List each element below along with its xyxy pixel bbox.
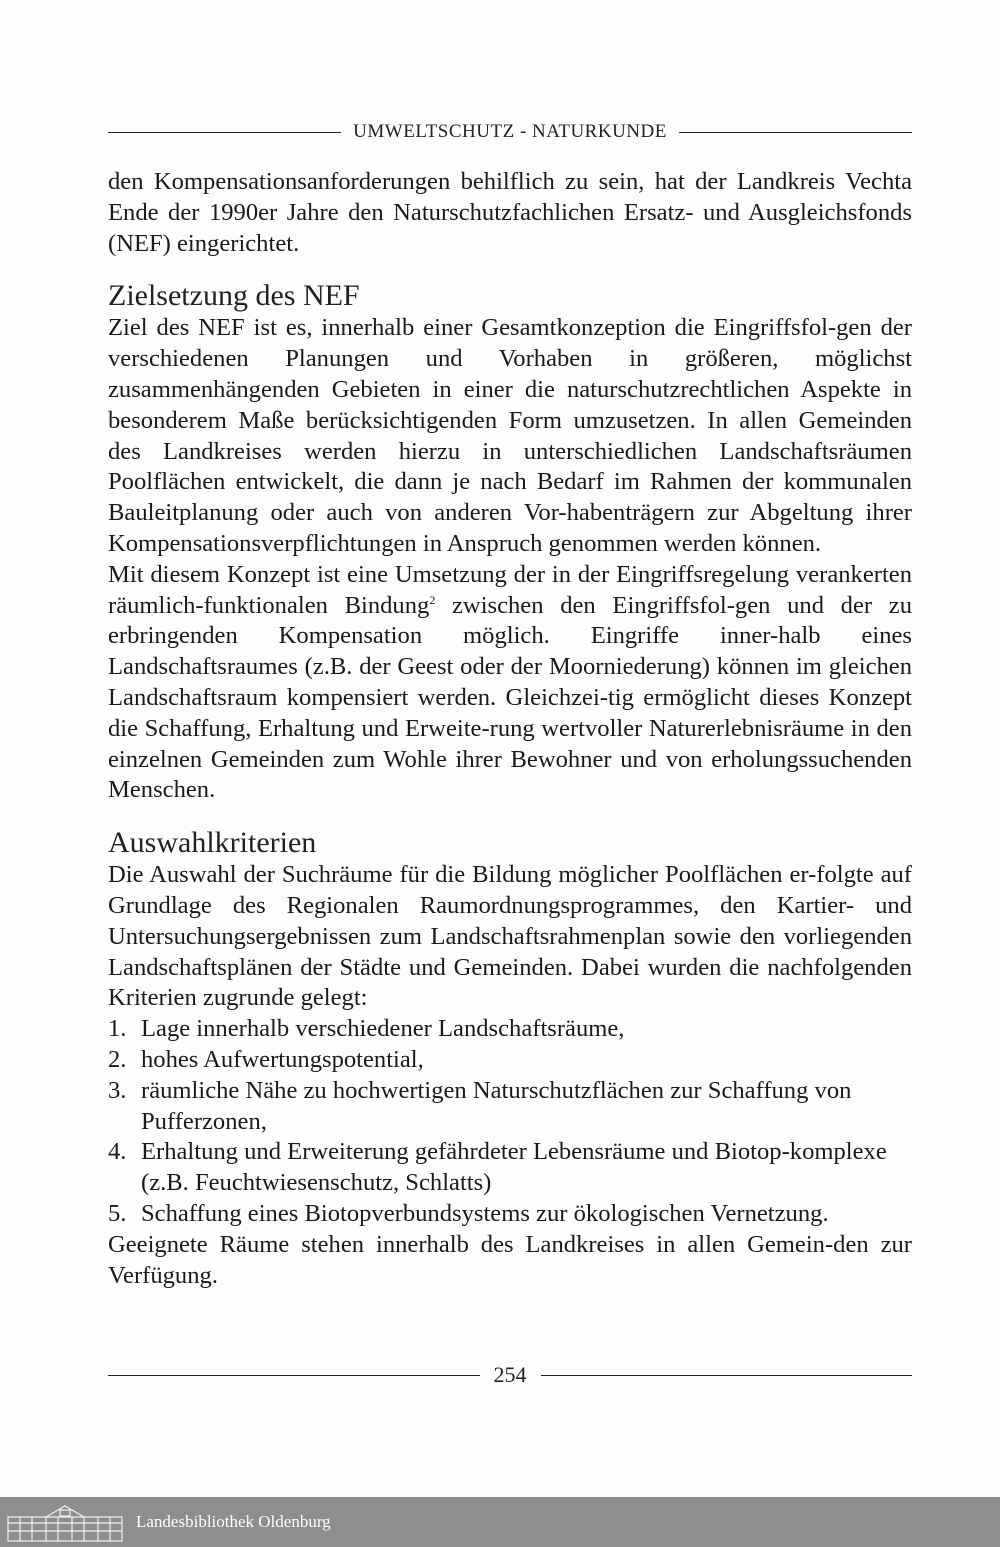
criteria-number: 2. bbox=[108, 1045, 127, 1073]
page-body bbox=[108, 167, 912, 1291]
criteria-number: 5. bbox=[108, 1199, 127, 1227]
criteria-number: 1. bbox=[108, 1015, 127, 1043]
library-banner bbox=[0, 1497, 1000, 1547]
footnote-marker: 2 bbox=[429, 592, 436, 607]
criteria-item bbox=[108, 1045, 912, 1076]
footer-rule-left bbox=[108, 1375, 480, 1376]
page-footer bbox=[108, 1360, 912, 1390]
page-number: 254 bbox=[493, 1362, 527, 1387]
paragraph-zielsetzung-2 bbox=[108, 560, 912, 806]
paragraph-auswahlkriterien-2: Geeignete Räume stehen innerhalb des Landkreises in allen Gemein-den zur Verfügung. bbox=[108, 1230, 912, 1289]
criteria-number: 3. bbox=[108, 1076, 127, 1104]
section-heading-zielsetzung: Zielsetzung des NEF bbox=[108, 279, 360, 313]
criteria-text: Schaffung eines Biotopverbundsystems zur ökologischen Vernetzung. bbox=[141, 1199, 829, 1227]
header-rule-right bbox=[679, 132, 912, 133]
criteria-text: Lage innerhalb verschiedener Landschaftsräume, bbox=[141, 1015, 625, 1043]
criteria-text: hohes Aufwertungspotential, bbox=[141, 1045, 424, 1073]
criteria-item bbox=[108, 1076, 912, 1138]
section-heading-auswahlkriterien: Auswahlkriterien bbox=[108, 826, 317, 860]
criteria-text: Erhaltung und Erweiterung gefährdeter Lebensräume und Biotop-komplexe (z.B. Feuchtwiesenschutz, Schlatts) bbox=[141, 1138, 887, 1197]
running-header bbox=[108, 120, 912, 144]
criteria-item bbox=[108, 1014, 912, 1045]
header-title: UMWELTSCHUTZ - NATURKUNDE bbox=[353, 121, 667, 142]
criteria-text: räumliche Nähe zu hochwertigen Naturschutzflächen zur Schaffung von Pufferzonen, bbox=[141, 1076, 852, 1135]
criteria-item bbox=[108, 1199, 912, 1230]
criteria-list bbox=[108, 1014, 912, 1230]
paragraph-text-part: Mit diesem Konzept ist eine Umsetzung der in der Eingriffsregelung verankerten räumlich-funktionalen Bindung bbox=[108, 560, 912, 619]
criteria-number: 4. bbox=[108, 1138, 127, 1166]
header-rule-left bbox=[108, 132, 341, 133]
intro-paragraph: den Kompensationsanforderungen behilflich zu sein, hat der Landkreis Vechta Ende der 1990er Jahre den Naturschutzfachlichen Ersatz- und Ausgleichsfonds (NEF) eingerichtet. bbox=[108, 168, 912, 257]
paragraph-text-part: zwischen den Eingriffsfol-gen und der zu erbringenden Kompensation möglich. Eingriffe inner-halb eines Landschaftsraumes (z.B. der Geest oder der Moorniederung) können im gleichen Landschaftsraum kompensiert werden. Gleichzei-tig ermöglicht dieses Konzept die Schaffung, Erhaltung und Erweite-rung wertvoller Naturerlebnisräume in den einzelnen Gemeinden zum Wohle ihrer Bewohner und von erholungssuchenden Menschen. bbox=[108, 591, 912, 804]
criteria-item bbox=[108, 1137, 912, 1199]
footer-rule-right bbox=[541, 1375, 913, 1376]
library-name: Landesbibliothek Oldenburg bbox=[136, 1512, 331, 1531]
library-building-icon bbox=[6, 1501, 124, 1543]
paragraph-auswahlkriterien-1: Die Auswahl der Suchräume für die Bildung möglicher Poolflächen er-folgte auf Grundlage des Regionalen Raumordnungsprogrammes, den Kartier- und Untersuchungsergebnissen zum Landschaftsrahmenplan sowie den vorliegenden Landschaftsplänen der Städte und Gemeinden. Dabei wurden die nachfolgenden Kriterien zugrunde gelegt: bbox=[108, 861, 912, 1012]
paragraph-zielsetzung-1: Ziel des NEF ist es, innerhalb einer Gesamtkonzeption die Eingriffsfol-gen der verschiedenen Planungen und Vorhaben in größeren, möglichst zusammenhängenden Gebieten in einer die naturschutzrechtlichen Aspekte in besonderem Maße berücksichtigenden Form umzusetzen. In allen Gemeinden des Landkreises werden hierzu in unterschiedlichen Landschaftsräumen Poolflächen entwickelt, die dann je nach Bedarf im Rahmen der kommunalen Bauleitplanung oder auch von anderen Vor-habenträgern zur Abgeltung ihrer Kompensationsverpflichtungen in Anspruch genommen werden können. bbox=[108, 314, 912, 557]
